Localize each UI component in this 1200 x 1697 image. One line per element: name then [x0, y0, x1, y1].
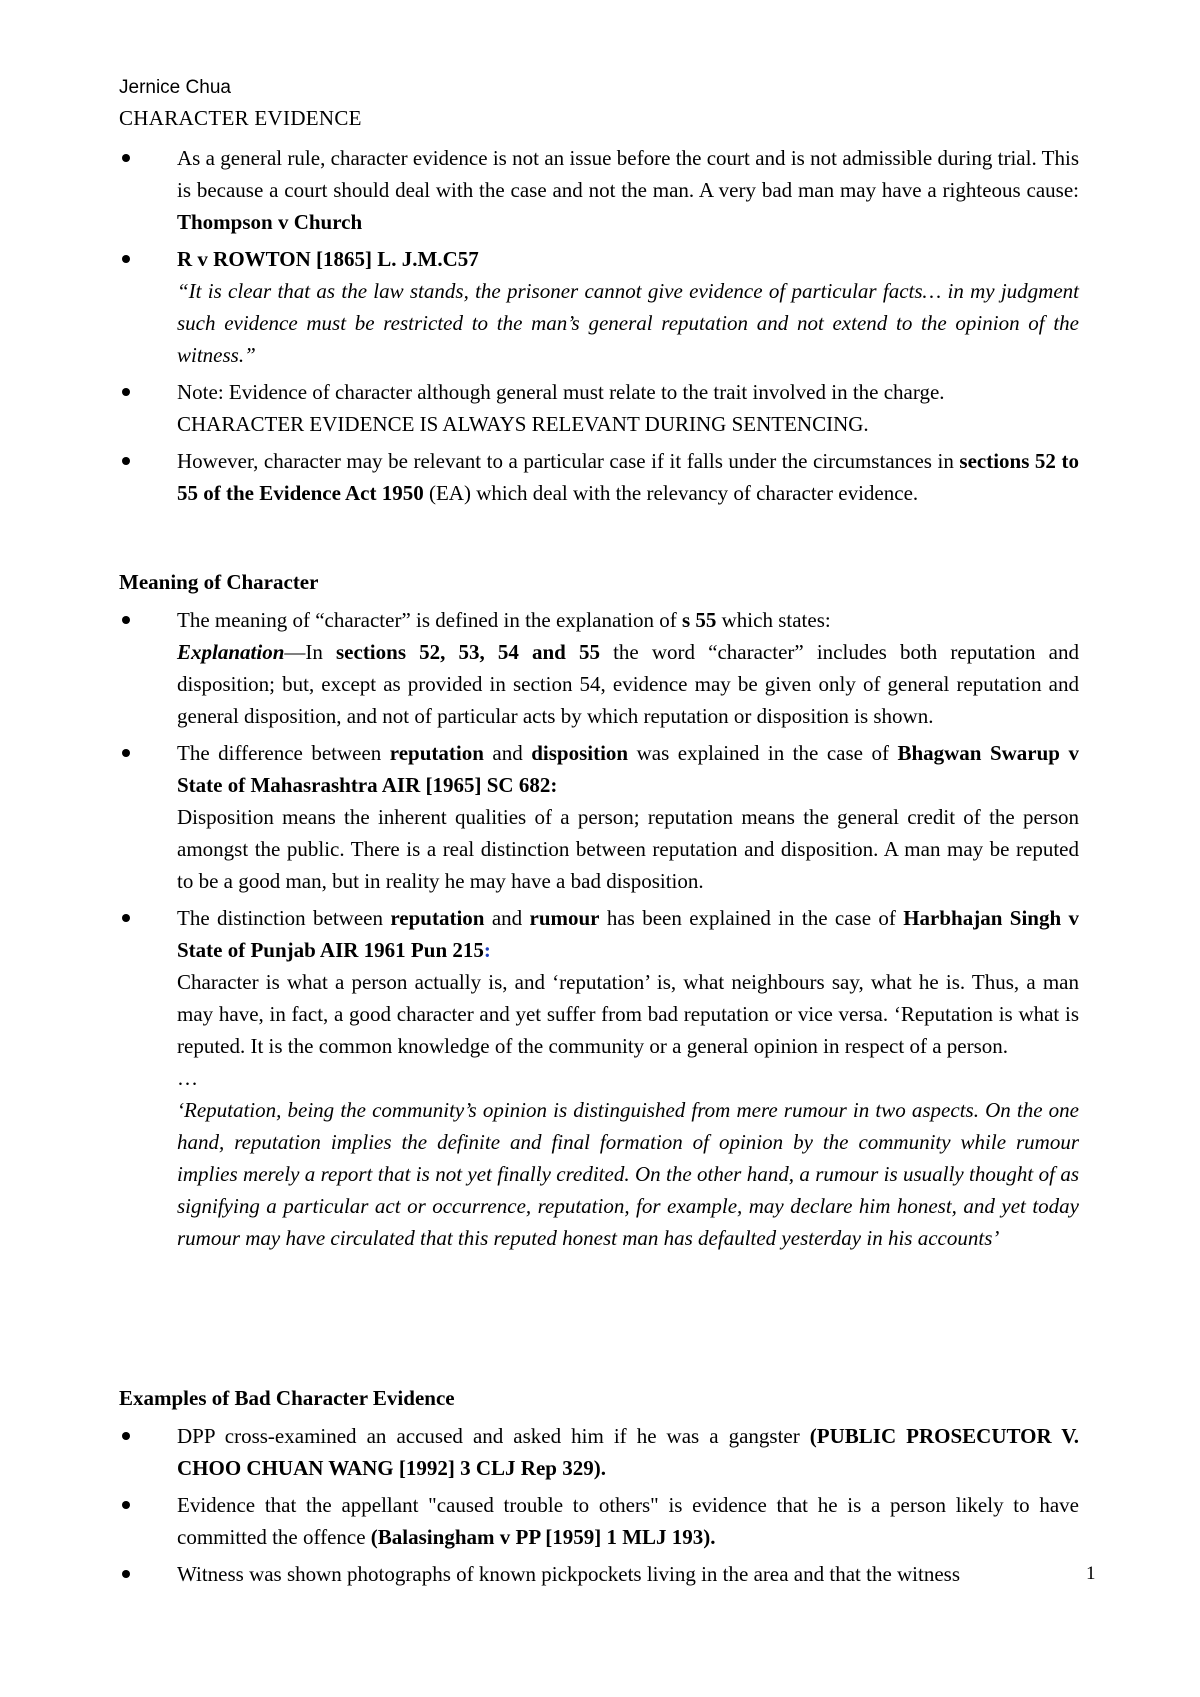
- examples-list: [119, 1420, 1079, 1590]
- case-name: Thompson v Church: [177, 210, 363, 234]
- case-name: (PUBLIC PROSECUTOR V. CHOO CHUAN WANG [1992] 3 CLJ Rep 329).: [177, 1424, 1079, 1480]
- term: rumour: [529, 906, 600, 930]
- bullet-text: DPP cross-examined an accused and asked him if he was a gangster: [177, 1424, 810, 1448]
- list-item: [119, 1558, 1079, 1590]
- case-name: Harbhajan Singh v State of Punjab AIR 1961 Pun 215: [177, 906, 1079, 962]
- list-item: [119, 1420, 1079, 1484]
- ellipsis: …: [177, 1066, 198, 1090]
- document-title: CHARACTER EVIDENCE: [119, 106, 362, 130]
- bullet-text: However, character may be relevant to a particular case if it falls under the circumstances in: [177, 449, 960, 473]
- section-ref: sections 52, 53, 54 and 55: [336, 640, 600, 664]
- bullet-text: and: [484, 906, 530, 930]
- bullet-text: Evidence that the appellant "caused trouble to others" is evidence that he is a person likely to have committed the offence: [177, 1493, 1079, 1549]
- list-item: [119, 902, 1079, 1254]
- list-item: [119, 1489, 1079, 1553]
- bullet-text: which states:: [716, 608, 831, 632]
- statute-ref: sections 52 to 55 of the Evidence Act 1950: [177, 449, 1079, 505]
- section-heading: Examples of Bad Character Evidence: [119, 1386, 455, 1410]
- page-number: 1: [1086, 1563, 1096, 1584]
- note-emphasis: CHARACTER EVIDENCE IS ALWAYS RELEVANT DURING SENTENCING.: [177, 412, 869, 436]
- list-item: [119, 142, 1079, 238]
- list-item: [119, 376, 1079, 440]
- bullet-text: The distinction between: [177, 906, 391, 930]
- intro-list: [119, 142, 1079, 509]
- case-summary: Disposition means the inherent qualities of a person; reputation means the general credit of the person amongst the public. There is a real distinction between reputation and disposition. A man may be reputed to be a good man, but in reality he may have a bad disposition.: [177, 805, 1079, 893]
- bullet-text: has been explained in the case of: [599, 906, 904, 930]
- bullet-text: —In: [284, 640, 336, 664]
- case-quote: “It is clear that as the law stands, the prisoner cannot give evidence of particular facts… in my judgment such evidence must be restricted to the man’s general reputation and not extend to the opinion of the witness.”: [177, 279, 1079, 367]
- bullet-text: The difference between: [177, 741, 390, 765]
- bullet-text: and: [483, 741, 532, 765]
- explanation-text: the word “character” includes both reputation and disposition; but, except as provided in section 54, evidence may be given only of general reputation and general disposition, and not of particular acts by which reputation or disposition is shown.: [177, 640, 1079, 728]
- case-name: R v ROWTON [1865] L. J.M.C57: [177, 247, 479, 271]
- case-quote: ‘Reputation, being the community’s opinion is distinguished from mere rumour in two aspects. On the one hand, reputation implies the definite and final formation of opinion by the community while rumour implies merely a report that is not yet finally credited. On the other hand, a rumour is usually thought of as signifying a particular act or occurrence, reputation, for example, may declare him honest, and yet today rumour may have circulated that this reputed honest man has defaulted yesterday in his accounts’: [177, 1098, 1079, 1250]
- case-name: Bhagwan Swarup v State of Mahasrashtra AIR [1965] SC 682:: [177, 741, 1079, 797]
- term: reputation: [389, 741, 484, 765]
- meaning-section: [119, 566, 1079, 1259]
- intro-section: [119, 142, 1079, 514]
- bullet-text: (EA) which deal with the relevancy of character evidence.: [423, 481, 919, 505]
- case-colon: :: [483, 938, 491, 962]
- list-item: [119, 243, 1079, 371]
- note-text: Note: Evidence of character although general must relate to the trait involved in the charge.: [177, 380, 945, 404]
- term: reputation: [390, 906, 485, 930]
- meaning-list: [119, 604, 1079, 1254]
- section-heading: Meaning of Character: [119, 570, 319, 594]
- list-item: [119, 737, 1079, 897]
- case-name: (Balasingham v PP [1959] 1 MLJ 193).: [370, 1525, 716, 1549]
- examples-section: [119, 1382, 1079, 1595]
- list-item: [119, 604, 1079, 732]
- bullet-text: was explained in the case of: [628, 741, 898, 765]
- bullet-text: As a general rule, character evidence is not an issue before the court and is not admissible during trial. This is because a court should deal with the case and not the man. A very bad man may have a righteous cause:: [177, 146, 1079, 202]
- author-name: Jernice Chua: [119, 77, 231, 98]
- case-summary: Character is what a person actually is, and ‘reputation’ is, what neighbours say, what he is. Thus, a man may have, in fact, a good character and yet suffer from bad reputation or vice versa. ‘Reputation is what is reputed. It is the common knowledge of the community or a general opinion in respect of a person.: [177, 970, 1079, 1058]
- section-ref: s 55: [681, 608, 717, 632]
- term: disposition: [531, 741, 629, 765]
- bullet-text: The meaning of “character” is defined in the explanation of: [177, 608, 682, 632]
- list-item: [119, 445, 1079, 509]
- explanation-label: Explanation: [177, 640, 285, 664]
- bullet-text: Witness was shown photographs of known pickpockets living in the area and that the witness: [177, 1562, 961, 1586]
